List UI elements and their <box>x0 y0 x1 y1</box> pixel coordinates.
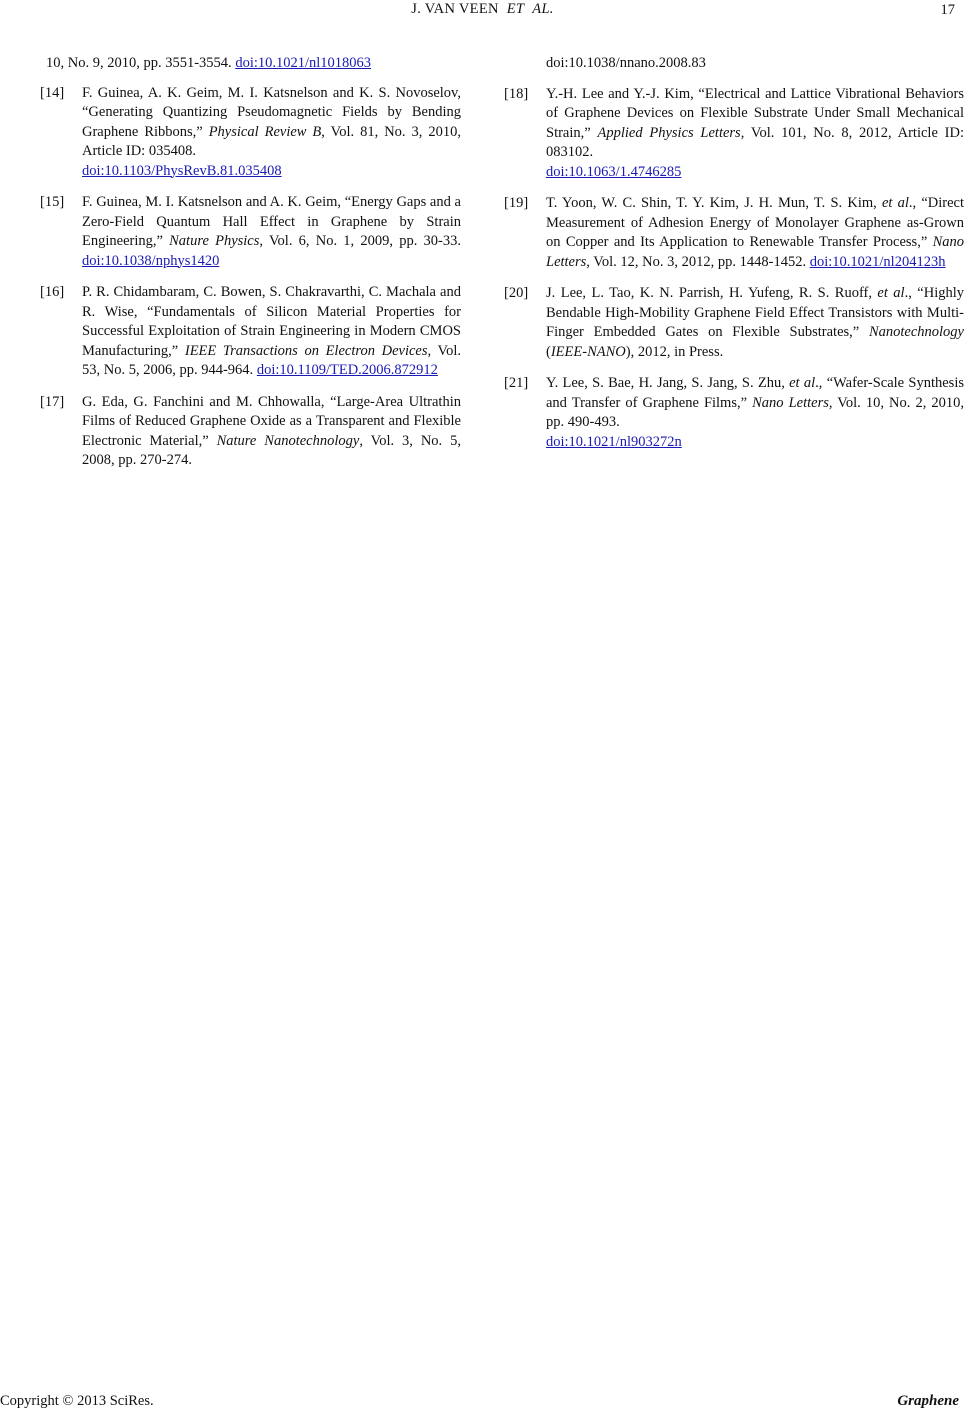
doi-link[interactable]: doi:10.1109/TED.2006.872912 <box>256 362 438 378</box>
reference-journal: Nature Physics <box>169 233 260 249</box>
reference-item-20 <box>504 284 964 362</box>
continuation-text: 10, No. 9, 2010, pp. 3551-3554. <box>46 55 236 71</box>
reference-number: [21] <box>504 375 529 391</box>
reference-number: [16] <box>40 284 65 300</box>
reference-details: ), 2012, in Press. <box>625 343 724 360</box>
reference-item-19 <box>504 194 964 272</box>
header-et: ET <box>506 1 525 17</box>
reference-number: [20] <box>504 285 529 301</box>
running-header <box>0 1 965 18</box>
left-column <box>40 54 461 483</box>
footer-journal-name: Graphene <box>897 1393 959 1409</box>
doi-link[interactable]: doi:10.1063/1.4746285 <box>546 163 682 180</box>
reference-details: , Vol. 3, No. 5, 2008, pp. 270-274. <box>82 432 461 468</box>
reference-item-15 <box>40 193 461 271</box>
doi-link[interactable]: doi:10.1021/nl204123h <box>809 253 946 270</box>
reference-details: , Vol. 6, No. 1, 2009, pp. 30-33. <box>259 233 461 249</box>
reference-authors-title: F. Guinea, M. I. Katsnelson and A. K. Geim, “Energy Gaps and a Zero-Field Quantum Hall Effect in Graphene by Strain Engineering,” <box>82 194 461 249</box>
header-author: J. VAN VEEN <box>411 1 499 17</box>
footer-copyright: Copyright © 2013 SciRes. <box>0 1393 154 1409</box>
reference-item-14 <box>40 84 461 182</box>
doi-link[interactable]: doi:10.1021/nl1018063 <box>235 55 372 71</box>
reference-title: ., “Wafer-Scale Synthesis and Transfer of Graphene Films,” <box>546 375 964 411</box>
page-number: 17 <box>940 2 955 18</box>
reference-journal: Physical Review B <box>208 123 322 140</box>
reference-authors: T. Yoon, W. C. Shin, T. Y. Kim, J. H. Mun, T. S. Kim, <box>546 195 882 211</box>
reference-details: , Vol. 81, No. 3, 2010, Article ID: 035408. <box>82 123 461 159</box>
reference-etal: et al <box>877 285 905 301</box>
reference-authors-title: F. Guinea, A. K. Geim, M. I. Katsnelson and K. S. Novoselov, “Generating Quantizing Pseudomagnetic Fields by Bending Graphene Ribbons,” <box>82 84 461 140</box>
doi-link[interactable]: doi:10.1038/nphys1420 <box>82 252 220 269</box>
reference-journal: Nature Nanotechnology <box>216 432 360 449</box>
reference-journal: Nano Letters <box>546 234 964 270</box>
doi-link[interactable]: doi:10.1021/nl903272n <box>546 433 682 450</box>
doi-link[interactable]: doi:10.1038/nnano.2008.83 <box>546 55 706 71</box>
reference-journal: Nanotechnology <box>868 324 964 340</box>
reference-authors-title: P. R. Chidambaram, C. Bowen, S. Chakravarthi, C. Machala and R. Wise, “Fundamentals of Silicon Material Properties for Successful Exploitation of Strain Engineering in Modern CMOS Manufacturing,” <box>82 284 461 359</box>
reference-journal: Applied Physics Letters <box>597 124 741 141</box>
reference-item-21 <box>504 374 964 452</box>
doi-link[interactable]: doi:10.1103/PhysRevB.81.035408 <box>82 162 282 179</box>
reference-etal: et al <box>881 195 909 211</box>
reference-number: [19] <box>504 195 529 211</box>
reference-details: , Vol. 101, No. 8, 2012, Article ID: 083102. <box>546 124 964 160</box>
right-column <box>504 54 964 464</box>
reference-number: [15] <box>40 194 65 210</box>
reference-continuation <box>46 54 461 74</box>
reference-item-17 <box>40 393 461 471</box>
reference-paren: ( <box>546 343 551 360</box>
reference-journal: Nano Letters <box>752 394 829 411</box>
reference-item-18 <box>504 85 964 183</box>
reference-title: ., “Direct Measurement of Adhesion Energy of Monolayer Graphene as-Grown on Copper and Its Application to Renewable Transfer Process,” <box>546 195 964 250</box>
reference-etal: et al <box>789 375 816 391</box>
reference-item-16 <box>40 283 461 381</box>
reference-details: , Vol. 10, No. 2, 2010, pp. 490-493. <box>546 394 965 430</box>
reference-details: , Vol. 12, No. 3, 2012, pp. 1448-1452. <box>586 253 810 270</box>
header-al: AL. <box>532 1 554 17</box>
reference-continuation <box>546 54 964 74</box>
reference-journal: IEEE Transactions on Electron Devices <box>184 342 428 359</box>
reference-number: [17] <box>40 393 65 410</box>
reference-details: , Vol. 53, No. 5, 2006, pp. 944-964. <box>82 342 461 378</box>
reference-number: [14] <box>40 84 65 101</box>
reference-number: [18] <box>504 85 529 102</box>
reference-authors: J. Lee, L. Tao, K. N. Parrish, H. Yufeng, R. S. Ruoff, <box>546 285 878 301</box>
reference-authors-title: Y.-H. Lee and Y.-J. Kim, “Electrical and Lattice Vibrational Behaviors of Graphene Devices on Flexible Substrate Under Small Mechanical Strain,” <box>546 85 964 141</box>
reference-title: ., “Highly Bendable High-Mobility Graphene Field Effect Transistors with Multi-Finger Embedded Gates on Flexible Substrates,” <box>546 285 964 340</box>
reference-journal-secondary: IEEE-NANO <box>550 343 626 360</box>
reference-authors-title: G. Eda, G. Fanchini and M. Chhowalla, “Large-Area Ultrathin Films of Reduced Graphene Oxide as a Transparent and Flexible Electronic Material,” <box>82 393 461 449</box>
reference-authors: Y. Lee, S. Bae, H. Jang, S. Jang, S. Zhu, <box>546 375 790 391</box>
